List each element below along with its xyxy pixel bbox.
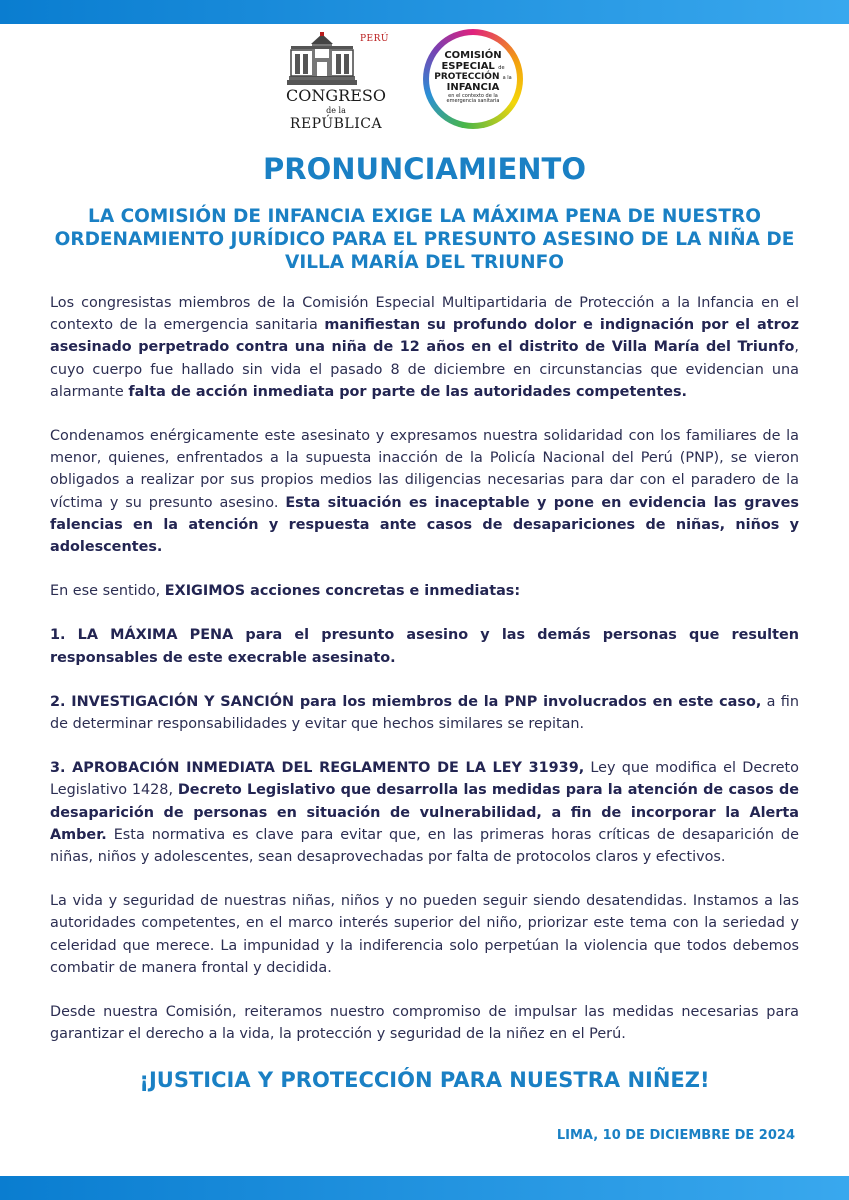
comision-logo-line4: INFANCIA — [446, 82, 500, 93]
comision-logo-line6: emergencia sanitaria — [446, 98, 500, 104]
peru-label: PERÚ — [360, 34, 389, 44]
paragraph-7: La vida y seguridad de nuestras niñas, niños y no pueden seguir siendo desatendidas. Instamos a las autoridades competentes, en el marco interés superior del niño, priorizar este tema con la seriedad y celeridad que merece. La impunidad y la indiferencia solo perpetúan la violencia que todos debemos combatir de manera frontal y decidida. — [50, 893, 799, 976]
congress-building-icon — [287, 32, 357, 86]
document-body — [50, 292, 799, 1067]
congreso-logo — [283, 30, 389, 132]
closing-slogan: ¡JUSTICIA Y PROTECCIÓN PARA NUESTRA NIÑEZ! — [139, 1068, 710, 1092]
page-subtitle: LA COMISIÓN DE INFANCIA EXIGE LA MÁXIMA PENA DE NUESTRO ORDENAMIENTO JURÍDICO PARA EL PRESUNTO ASESINO DE LA NIÑA DE VILLA MARÍA DEL TRIUNFO — [54, 206, 795, 273]
top-band — [0, 0, 849, 24]
paragraph-3: En ese sentido, EXIGIMOS acciones concretas e inmediatas: — [50, 583, 521, 600]
demand-2: 2. INVESTIGACIÓN Y SANCIÓN para los miembros de la PNP involucrados en este caso, a fin de determinar responsabilidades y evitar que hechos similares se repitan. — [50, 693, 799, 733]
page-title: PRONUNCIAMIENTO — [262, 152, 586, 186]
bottom-band — [0, 1176, 849, 1200]
date-line: LIMA, 10 DE DICIEMBRE DE 2024 — [556, 1128, 795, 1143]
comision-logo-text — [423, 51, 523, 104]
paragraph-2: Condenamos enérgicamente este asesinato y expresamos nuestra solidaridad con los familiares de la menor, quienes, enfrentados a la supuesta inacción de la Policía Nacional del Perú (PNP), se vieron obligados a realizar por sus propios medios las diligencias necesarias para dar con el paradero de la víctima y su presunto asesino. Esta situación es inaceptable y pone en evidencia las graves falencias en la atención y respuesta ante casos de desapariciones de niñas, niños y adolescentes. — [50, 428, 799, 556]
comision-logo — [423, 29, 523, 129]
demand-3: 3. APROBACIÓN INMEDIATA DEL REGLAMENTO DE LA LEY 31939, Ley que modifica el Decreto Legislativo 1428, Decreto Legislativo que desarrolla las medidas para la atención de casos de desaparición de personas en situación de vulnerabilidad, a fin de incorporar la Alerta Amber. Esta normativa es clave para evitar que, en las primeras horas críticas de desaparición de niñas, niños y adolescentes, sean desaprovechadas por falta de protocolos claros y efectivos. — [50, 760, 800, 866]
republica-word: REPÚBLICA — [289, 116, 383, 132]
paragraph-8: Desde nuestra Comisión, reiteramos nuestro compromiso de impulsar las medidas necesarias para garantizar el derecho a la vida, la protección y seguridad de la niñez en el Perú. — [50, 1004, 799, 1043]
congreso-word: CONGRESO — [286, 86, 386, 105]
comision-logo-line1: COMISIÓN — [444, 50, 502, 61]
demand-1: 1. LA MÁXIMA PENA para el presunto asesino y las demás personas que resulten responsables de este execrable asesinato. — [50, 627, 799, 666]
congreso-de-la: de la — [326, 106, 346, 115]
comision-logo-line3: PROTECCIÓN a la — [434, 72, 512, 82]
comision-logo-line2: ESPECIAL de — [441, 61, 505, 72]
comision-logo-line5: en el contexto de la — [448, 93, 498, 99]
paragraph-1: Los congresistas miembros de la Comisión Especial Multipartidaria de Protección a la Infancia en el contexto de la emergencia sanitaria manifiestan su profundo dolor e indignación por el atroz asesinado perpetrado contra una niña de 12 años en el distrito de Villa María del Triunfo, cuyo cuerpo fue hallado sin vida el pasado 8 de diciembre en circunstancias que evidencian una alarmante falta de acción inmediata por parte de las autoridades competentes. — [50, 295, 799, 400]
